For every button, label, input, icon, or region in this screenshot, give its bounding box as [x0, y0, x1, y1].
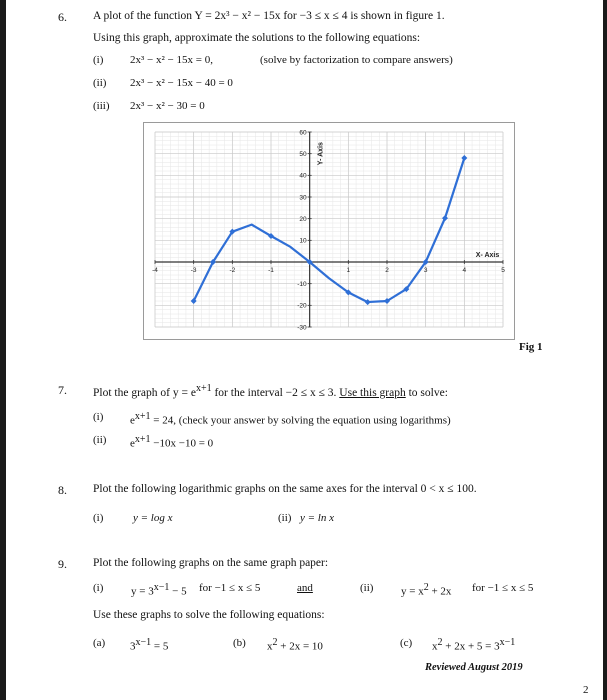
left-edge	[0, 0, 6, 700]
q9-sub-a-label: (a)	[93, 637, 106, 649]
q6-part-ii-eq: 2x³ − x² − 15x − 40 = 0	[130, 77, 233, 89]
q6-part-ii-label: (ii)	[93, 77, 107, 89]
q9-c-exp: 2	[437, 637, 443, 648]
function-plot-chart	[143, 122, 515, 340]
q6-part-i-label: (i)	[93, 54, 104, 66]
q7-ii-exp: x+1	[134, 434, 151, 445]
q7-ii-rest: −10x −10 = 0	[150, 437, 214, 450]
q8-part-i-eq: y = log x	[133, 512, 173, 524]
q9-part-i-eq	[131, 582, 187, 598]
q9-sub-b-eq	[267, 637, 323, 653]
reviewed-signature: Reviewed August 2019	[425, 662, 523, 673]
q7-ii-base: e	[130, 437, 135, 450]
q9-solve-text: Use these graphs to solve the following equations:	[93, 609, 325, 621]
y-axis-label: Y- Axis	[317, 142, 325, 166]
figure-caption: Fig 1	[519, 341, 543, 353]
q7-text	[93, 383, 448, 399]
q9-b-base: x	[267, 640, 273, 653]
x-tick-label: 3	[423, 267, 428, 274]
y-tick-label: -30	[297, 324, 307, 332]
y-tick-label: -10	[297, 280, 307, 288]
q9-part-ii-eq	[401, 582, 451, 598]
q8-number: 8.	[58, 483, 67, 497]
q7-part-ii-eq	[130, 434, 213, 450]
x-tick-label: 4	[462, 267, 467, 274]
q6-part-iii-eq: 2x³ − x² − 30 = 0	[130, 100, 205, 112]
q9-sub-c-label: (c)	[400, 637, 413, 649]
q6-instruction: Using this graph, approximate the solutions to the following equations:	[93, 32, 421, 44]
q9-c-rest: + 2x + 5 = 3	[442, 640, 500, 653]
q9-c-exp2: x−1	[499, 637, 516, 648]
q7-text-b: for the interval −2 ≤ x ≤ 3.	[211, 386, 337, 399]
q7-text-a: Plot the graph of y = e	[93, 386, 196, 399]
page-number: 2	[583, 684, 589, 696]
q9-part-i-range: for −1 ≤ x ≤ 5	[199, 582, 261, 594]
q6-intro: A plot of the function Y = 2x³ − x² − 15x for −3 ≤ x ≤ 4 is shown in figure 1.	[93, 10, 445, 22]
q8-part-i-label: (i)	[93, 512, 104, 524]
y-tick-label: 60	[299, 129, 307, 137]
q7-number: 7.	[58, 383, 67, 397]
q9-c-base: x	[432, 640, 438, 653]
q8-text: Plot the following logarithmic graphs on the same axes for the interval 0 < x ≤ 100.	[93, 483, 477, 495]
y-tick-label: -20	[297, 302, 307, 310]
q8-part-ii-label: (ii)	[278, 512, 292, 524]
q7-text-c: to solve:	[405, 386, 448, 399]
y-tick-label: 30	[299, 194, 307, 202]
q6-part-i-note: (solve by factorization to compare answers)	[260, 54, 453, 66]
q9-i-rest: − 5	[169, 585, 187, 598]
q7-part-ii-label: (ii)	[93, 434, 107, 446]
q9-a-base: 3	[130, 640, 136, 653]
q7-underlined: Use this graph	[339, 386, 406, 399]
q9-ii-exp: 2	[423, 582, 429, 593]
q9-text: Plot the following graphs on the same graph paper:	[93, 557, 329, 569]
q6-number: 6.	[58, 10, 67, 24]
q9-ii-rest: + 2x	[428, 585, 452, 598]
y-tick-label: 40	[299, 172, 307, 180]
q9-part-ii-range: for −1 ≤ x ≤ 5	[472, 582, 534, 594]
x-axis-label: X- Axis	[475, 252, 500, 259]
y-tick-label: 50	[299, 150, 307, 158]
q6-part-i-eq: 2x³ − x² − 15x = 0,	[130, 54, 213, 66]
q7-exp: x+1	[195, 383, 212, 394]
q9-a-exp: x−1	[135, 637, 152, 648]
q9-sub-b-label: (b)	[233, 637, 246, 649]
q9-sub-c-eq	[432, 637, 515, 653]
q6-part-iii-label: (iii)	[93, 100, 110, 112]
q9-b-exp: 2	[272, 637, 278, 648]
q7-part-i-label: (i)	[93, 411, 104, 423]
q9-i-exp: x−1	[153, 582, 170, 593]
q9-ii-base: y = x	[401, 585, 424, 598]
q9-i-base: y = 3	[131, 585, 154, 598]
x-tick-label: 5	[501, 267, 505, 274]
y-tick-label: 20	[299, 215, 307, 223]
q8-part-ii-eq: y = ln x	[300, 512, 334, 524]
chart-frame	[144, 123, 515, 340]
q9-sub-a-eq	[130, 637, 168, 653]
x-tick-label: -2	[229, 267, 236, 274]
q7-i-rest: = 24,	[150, 414, 176, 427]
q7-i-base: e	[130, 414, 135, 427]
q9-part-ii-label: (ii)	[360, 582, 374, 594]
q9-a-rest: = 5	[151, 640, 169, 653]
q7-i-note: (check your answer by solving the equation using logarithms)	[178, 414, 451, 427]
q9-b-rest: + 2x = 10	[277, 640, 323, 653]
y-tick-label: 10	[299, 237, 307, 245]
right-edge	[603, 0, 607, 700]
q7-part-i-eq	[130, 411, 451, 427]
x-tick-label: -1	[268, 267, 274, 274]
q9-number: 9.	[58, 557, 67, 571]
q9-and: and	[297, 582, 313, 594]
x-tick-label: -3	[190, 267, 197, 274]
x-tick-label: -4	[152, 267, 158, 274]
q7-i-exp: x+1	[134, 411, 151, 422]
x-tick-label: 1	[346, 267, 351, 274]
q9-part-i-label: (i)	[93, 582, 104, 594]
x-tick-label: 2	[385, 267, 389, 274]
